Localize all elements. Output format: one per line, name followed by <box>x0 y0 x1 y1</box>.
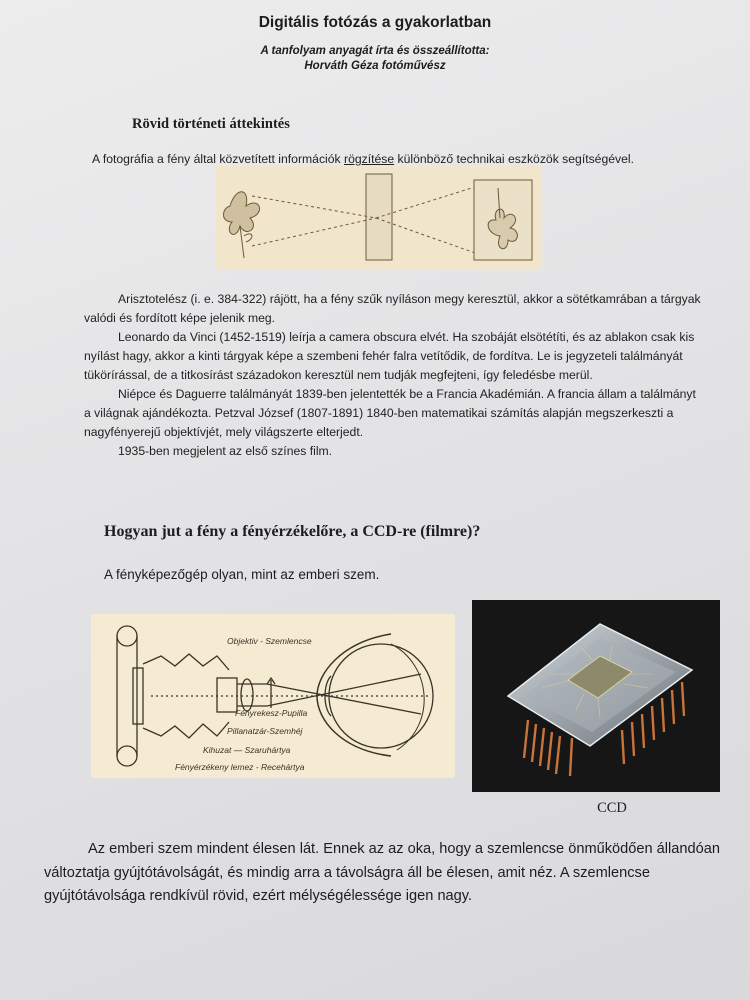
document-subtitle <box>0 44 750 74</box>
paragraph-niepce: Niépce és Daguerre találmányát 1839-ben jelentették be a Francia Akadémián. A francia állam a találmányt a világnak ajándékozta. Petzval József (1807-1891) 1840-ben matematikai számítás alapján megszerkeszti a nagyfényerejű objektívjét, mely világszerte elterjedt. <box>84 387 696 439</box>
ccd-chip-photo <box>472 600 720 792</box>
label-bellows: Kihuzat — Szaruhártya <box>203 745 291 755</box>
paragraph-leonardo: Leonardo da Vinci (1452-1519) leírja a camera obscura elvét. Ha szobáját elsötétíti, és az ablakon csak kis nyílást hagy, akkor a kinti tárgyak képe a szembeni fehér falra vetítődik, de fordítva. Le is jegyzeteli találmányát tükörírással, de a titkosírást századokon keresztül nem tudják megfejteni, így feledésbe merül. <box>84 330 695 382</box>
ccd-section-heading: Hogyan jut a fény a fényérzékelőre, a CCD-re (filmre)? <box>104 523 481 540</box>
label-shutter: Pillanatzár-Szemhéj <box>227 726 303 736</box>
intro-text-post: különböző technikai eszközök segítségével. <box>394 152 634 166</box>
intro-text-pre: A fotográfia a fény által közvetített információk <box>92 152 345 166</box>
ccd-chip-drawing <box>472 600 720 792</box>
camera-obscura-drawing <box>216 166 542 270</box>
camera-eye-diagram <box>91 614 455 778</box>
intro-underlined-word: rögzítése <box>344 152 395 166</box>
document-title: Digitális fotózás a gyakorlatban <box>258 14 492 31</box>
camera-eye-drawing <box>91 614 455 778</box>
subtitle-line-2: Horváth Géza fotóművész <box>304 60 446 72</box>
subtitle-line-1: A tanfolyam anyagát írta és összeállította: <box>260 45 490 57</box>
camera-obscura-illustration <box>216 166 542 270</box>
paragraph-aristotle: Arisztotelész (i. e. 384-322) rájött, ha a fény szűk nyíláson megy keresztül, akkor a sötétkamrában a tárgyak valódi és fordított képe jelenik meg. <box>84 292 701 325</box>
history-heading: Rövid történeti áttekintés <box>132 116 290 132</box>
label-plate: Fényérzékeny lemez - Recehártya <box>175 762 305 772</box>
camera-eye-sentence: A fényképezőgép olyan, mint az emberi szem. <box>104 567 380 582</box>
label-aperture: Fényrekesz-Pupilla <box>235 708 308 718</box>
ccd-caption: CCD <box>597 800 627 816</box>
history-paragraphs <box>84 290 704 461</box>
paragraph-color-film: 1935-ben megjelent az első színes film. <box>118 444 333 458</box>
label-objective: Objektiv - Szemlencse <box>227 636 312 646</box>
conclusion-paragraph: Az emberi szem mindent élesen lát. Ennek az az oka, hogy a szemlencse önműködően állandóan változtatja gyújtótávolságát, és mindig arra a távolságra áll be élesen, amit néz. A szemlencse gyújtótávolsága rendkívül rövid, ezért mélységélessége igen nagy. <box>44 841 720 904</box>
